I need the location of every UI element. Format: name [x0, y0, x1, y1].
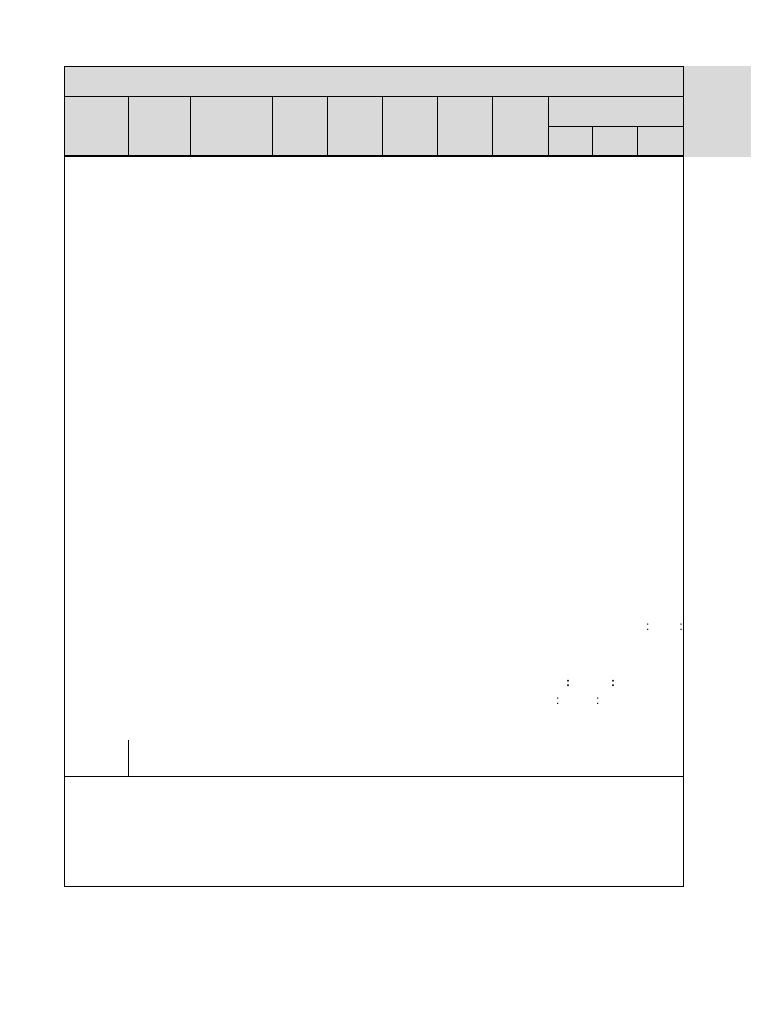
- table-frame: [64, 66, 684, 887]
- dot-marks: :: [566, 675, 570, 689]
- dot-marks: :: [556, 693, 560, 707]
- dot-marks: :: [611, 675, 615, 689]
- dot-marks: : :: [646, 619, 683, 633]
- dot-marks: :: [596, 693, 600, 707]
